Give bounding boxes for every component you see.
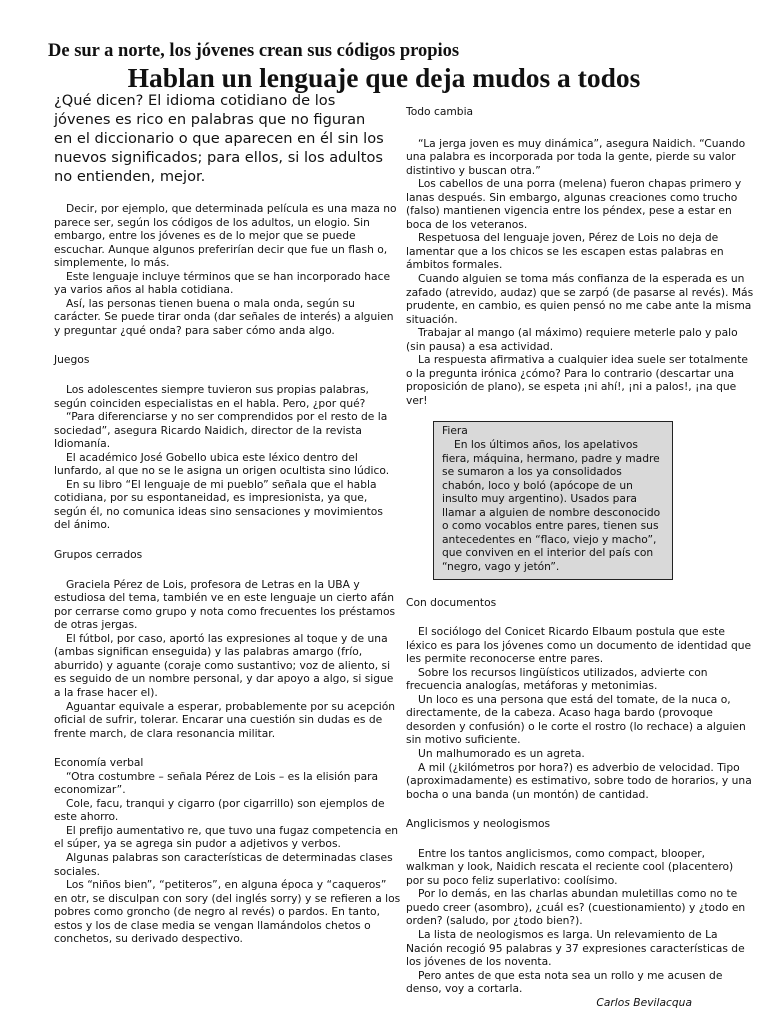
sidebar-box-fiera (433, 421, 673, 579)
body-paragraph: El prefijo aumentativo re, que tuvo una fugaz competencia en el súper, ya se agrega sin pudor a adjetivos y verbos. (54, 823, 399, 851)
body-paragraph: Pero antes de que esta nota sea un rollo y me acusen de denso, voy a cortarla. (406, 968, 723, 996)
body-paragraph: Aguantar equivale a esperar, probablemente por su acepción oficial de sufrir, tolerar. Encarar una cuestión sin dudas es de frente march, de clara resonancia militar. (54, 699, 396, 740)
box-text: En los últimos años, los apelativos fiera, máquina, hermano, padre y madre se sumaron a los ya consolidados chabón, loco y boló (apócope de un insulto muy argentino). Usados para llamar a alguien de nombre desconocido o como vocablos entre pares, tienen sus antecedentes en “flaco, viejo y macho”, que conviven en el interior del país con “negro, vago y jetón”. (442, 438, 661, 573)
body-paragraph: Un loco es una persona que está del tomate, de la nuca o, directamente, de la cabeza. Acaso haga bardo (provoque desorden y confusión) o le corte el rostro (lo rechace) a alguien sin motivo suficiente. (406, 692, 746, 747)
body-paragraph: La lista de neologismos es larga. Un relevamiento de La Nación recogió 95 palabras y 37 expresiones características de los jóvenes de los noventa. (406, 927, 745, 969)
section-heading-anglicismos: Anglicismos y neologismos (406, 817, 551, 831)
body-paragraph: Los adolescentes siempre tuvieron sus propias palabras, según coinciden especialistas en el habla. Pero, ¿por qué? (54, 383, 369, 410)
body-paragraph: Los “niños bien”, “petiteros”, en alguna época y “caqueros” en otr, se disculpan con sory (del inglés sorry) y se refieren a los pobres como groncho (de negro al revés) o pardos. En tanto, estos y los de clase media se vengan llamándolos chetos o conchetos, su derivado despectivo. (54, 878, 401, 946)
right-column (406, 105, 754, 1009)
author-signature: Carlos Bevilacqua (596, 995, 692, 1009)
body-paragraph: Trabajar al mango (al máximo) requiere meterle palo y palo (sin pausa) a esa actividad. (406, 326, 738, 353)
body-paragraph: El académico José Gobello ubica este léxico dentro del lunfardo, al que no se le asigna un origen ocultista sino lúdico. (54, 450, 390, 478)
kicker: De sur a norte, los jóvenes crean sus códigos propios (48, 41, 460, 61)
section-heading-juegos: Juegos (54, 353, 90, 367)
body-paragraph: Cuando alguien se toma más confianza de la esperada es un zafado (atrevido, audaz) que se zarpó (de pasarse al revés). Más prudente, en cambio, es quien pensó no me cabe ante la misma situación. (406, 272, 754, 326)
body-paragraph: El sociólogo del Conicet Ricardo Elbaum postula que este léxico es para los jóvenes como un documento de identidad que les permite reconocerse entre pares. (406, 625, 752, 666)
headline: Hablan un lenguaje que deja mudos a todos (127, 62, 641, 93)
body-paragraph: Sobre los recursos lingüísticos utilizados, advierte con frecuencia analogías, metáforas y metonimias. (406, 665, 708, 693)
body-paragraph: En su libro “El lenguaje de mi pueblo” señala que el habla cotidiana, por su espontaneidad, es impresionista, ya que, según él, no comunica ideas sino sensaciones y movimientos del ánimo. (54, 477, 383, 532)
body-paragraph: Decir, por ejemplo, que determinada película es una maza no parece ser, según los códigos de los adultos, un elogio. Sin embargo, entre los jóvenes es de lo mejor que se puede escuchar. Aunque algunos preferirían decir que fue un flash o, simplemente, lo más. (54, 202, 397, 270)
body-paragraph: “Otra costumbre – señala Pérez de Lois – es la elisión para economizar”. (54, 769, 379, 797)
body-paragraph: Algunas palabras son características de determinadas clases sociales. (54, 850, 393, 878)
section-heading-economia-verbal: Economía verbal (54, 756, 144, 770)
body-paragraph: Entre los tantos anglicismos, como compact, blooper, walkman y look, Naidich rescata el reciente cool (placentero) por su poco feliz superlativo: coolísimo. (406, 846, 734, 887)
section-heading-todo-cambia: Todo cambia (406, 105, 474, 118)
body-paragraph: Cole, facu, tranqui y cigarro (por cigarrillo) son ejemplos de este ahorro. (54, 796, 385, 824)
body-paragraph: Este lenguaje incluye términos que se han incorporado hace ya varios años al habla cotidiana. (54, 269, 391, 297)
section-heading-grupos-cerrados: Grupos cerrados (54, 548, 143, 562)
body-paragraph: El fútbol, por caso, aportó las expresiones al toque y de una (ambas significan enseguida) y las palabras amargo (frío, aburrido) y aguante (coraje como sustantivo; voz de aliento, si es seguido de un nombre personal, y dar apoyo a algo, si sigue a la frase hacer el). (54, 631, 394, 699)
box-title: Fiera (442, 424, 468, 438)
lead-paragraph: ¿Qué dicen? El idioma cotidiano de los jóvenes es rico en palabras que no figuran en el diccionario o que aparecen en él sin los nuevos significados; para ellos, si los adultos no entienden, mejor. (54, 92, 384, 185)
body-paragraph: Graciela Pérez de Lois, profesora de Letras en la UBA y estudiosa del tema, también ve en este lenguaje un cierto afán por cerrarse como grupo y nota como frecuentes los préstamos de otras jergas. (54, 577, 396, 632)
body-paragraph: “La jerga joven es muy dinámica”, asegura Naidich. “Cuando una palabra es incorporada por toda la gente, pierde su valor distintivo y buscan otra.” (406, 136, 746, 177)
body-paragraph: A mil (¿kilómetros por hora?) es adverbio de velocidad. Tipo (aproximadamente) es estimativo, sobre todo de horarios, y una bocha o una banda (un montón) de cantidad. (406, 760, 752, 801)
body-paragraph: Un malhumorado es un agreta. (418, 746, 585, 760)
section-heading-con-documentos: Con documentos (406, 595, 497, 609)
body-paragraph: “Para diferenciarse y no ser comprendidos por el resto de la sociedad”, asegura Ricardo Naidich, director de la revista Idiomanía. (54, 410, 388, 451)
body-paragraph: Respetuosa del lenguaje joven, Pérez de Lois no deja de lamentar que a los chicos se les escapen estas palabras en ámbitos formales. (406, 231, 724, 272)
body-paragraph: Los cabellos de una porra (melena) fueron chapas primero y lanas después. Sin embargo, algunas creaciones como trucho (falso) mantienen vigencia entre los péndex, pese a estar en boca de los veteranos. (406, 177, 742, 231)
body-paragraph: Por lo demás, en las charlas abundan muletillas como no te puedo creer (asombro), ¿cuál es? (cuestionamiento) y ¿todo en orden? (saludo, por ¿todo bien?). (406, 887, 746, 928)
body-paragraph: La respuesta afirmativa a cualquier idea suele ser totalmente o la pregunta irónica ¿cómo? Para lo contrario (descartar una proposición de plano), se espeta ¡ni ahí!, ¡ni a palos!, ¡na que ver! (406, 353, 748, 407)
body-paragraph: Así, las personas tienen buena o mala onda, según su carácter. Se puede tirar onda (dar señales de interés) a alguien y preguntar ¿qué onda? para saber cómo anda algo. (54, 296, 394, 337)
left-column (54, 202, 402, 946)
